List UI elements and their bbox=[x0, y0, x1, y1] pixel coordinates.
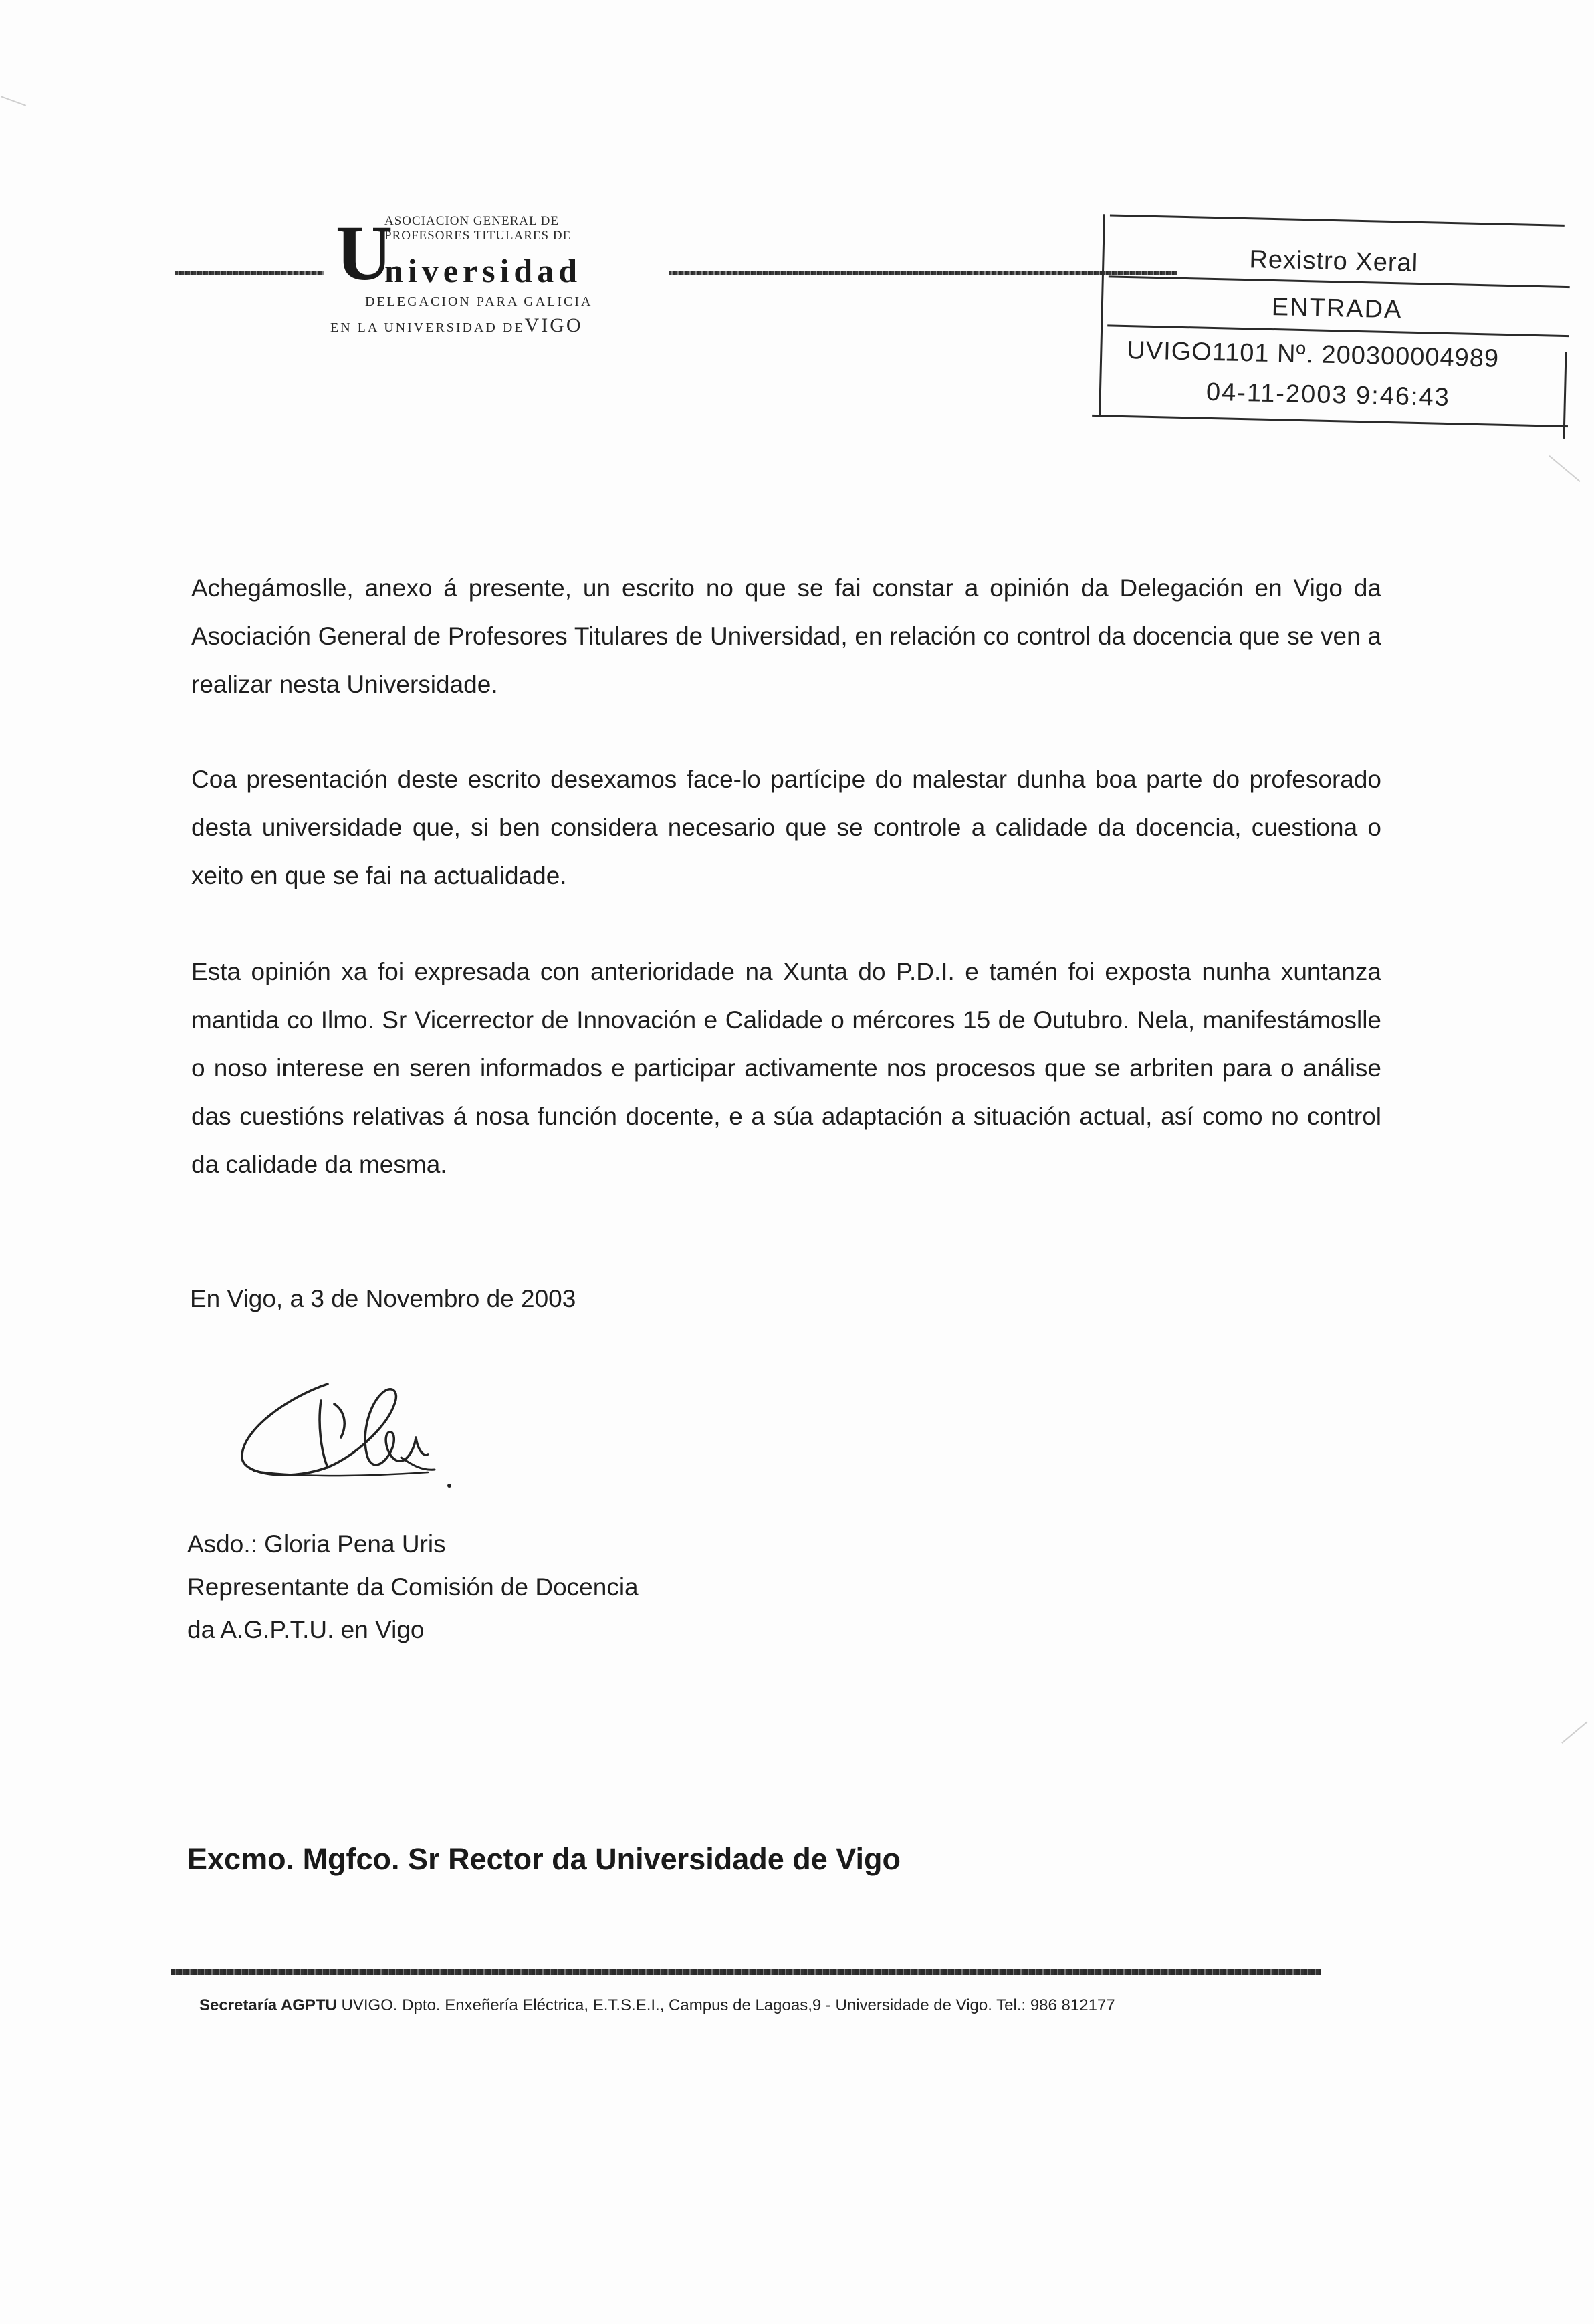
association-name-line1: ASOCIACION GENERAL DE bbox=[384, 214, 559, 228]
footer-secretariat: Secretaría AGPTU bbox=[199, 1996, 337, 2014]
footer-address bbox=[199, 1996, 1115, 2015]
stamp-title: Rexistro Xeral bbox=[1249, 245, 1419, 277]
scan-edge-mark bbox=[1561, 1721, 1588, 1744]
letterhead-rule-left bbox=[175, 271, 324, 275]
date-line: En Vigo, a 3 de Novembro de 2003 bbox=[190, 1285, 576, 1312]
recipient: Excmo. Mgfco. Sr Rector da Universidade de Vigo bbox=[187, 1842, 901, 1876]
registry-stamp bbox=[1091, 214, 1573, 465]
delegation-line2-prefix: EN LA UNIVERSIDAD DE bbox=[330, 320, 525, 335]
stamp-type: ENTRADA bbox=[1271, 292, 1403, 324]
body-paragraph-2: Coa presentación deste escrito desexamos face-lo partícipe do malestar dunha boa parte do profesorado desta universidade que, si ben considera necesario que se controle a calidade da docencia, cuestiona o xeito en que se fai na actualidade. bbox=[191, 766, 1381, 889]
signer-organization: da A.G.P.T.U. en Vigo bbox=[187, 1616, 425, 1643]
logo-word: niversidad bbox=[384, 252, 582, 289]
stamp-datetime: 04-11-2003 9:46:43 bbox=[1206, 378, 1451, 413]
footer-address-detail: UVIGO. Dpto. Enxeñería Eléctrica, E.T.S.E.I., Campus de Lagoas,9 - Universidade de Vigo. Tel.: 986 812177 bbox=[336, 1996, 1115, 2014]
stamp-rule bbox=[1092, 415, 1568, 427]
association-name-line2: PROFESORES TITULARES DE bbox=[384, 229, 572, 243]
stamp-rule bbox=[1107, 324, 1569, 337]
signature-block bbox=[187, 1523, 639, 1651]
stamp-registry-number: UVIGO1101 Nº. 200300004989 bbox=[1126, 336, 1500, 373]
logo-initial: U bbox=[336, 209, 393, 297]
signer-role: Representante da Comisión de Docencia bbox=[187, 1573, 639, 1601]
body-paragraph-3: Esta opinión xa foi expresada con anterioridade na Xunta do P.D.I. e tamén foi exposta nunha xuntanza mantida co Ilmo. Sr Vicerrector de Innovación e Calidade o mércores 15 de Outubro. Nela, manifestámoslle o noso interese en seren informados e participar activamente nos procesos que se arbriten para o análise das cuestións relativas á nosa función docente, e a súa adaptación a situación actual, así como no control da calidade da mesma. bbox=[191, 958, 1381, 1178]
signed-by: Asdo.: Gloria Pena Uris bbox=[187, 1530, 446, 1558]
stamp-rule bbox=[1109, 275, 1570, 288]
body-paragraph-1: Achegámoslle, anexo á presente, un escrito no que se fai constar a opinión da Delegación en Vigo da Asociación General de Profesores Titulares de Universidad, en relación co control da docencia que se ven a realizar nesta Universidade. bbox=[191, 574, 1381, 698]
footer-rule bbox=[171, 1969, 1321, 1975]
stamp-border-left bbox=[1099, 214, 1105, 415]
handwritten-signature bbox=[227, 1364, 468, 1498]
delegation-line1: DELEGACION PARA GALICIA bbox=[365, 294, 593, 309]
delegation-line2 bbox=[330, 314, 583, 337]
delegation-city: VIGO bbox=[524, 314, 583, 336]
